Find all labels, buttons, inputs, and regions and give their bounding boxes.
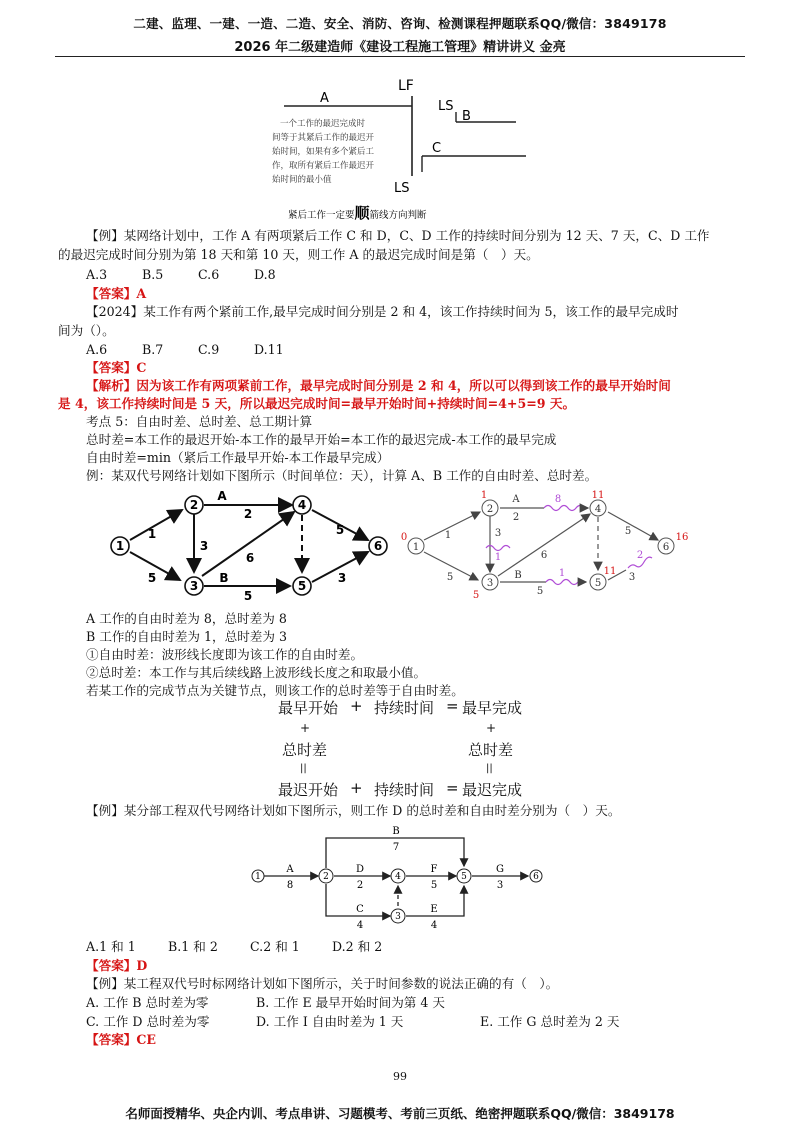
fig1-note-5: 始时间的最小值 [272, 175, 332, 185]
point5-example: 例：某双代号网络计划如下图所示（时间单位：天），计算 A、B 工作的自由时差、总时差。 [86, 468, 598, 483]
formula-ls: 最迟开始 [278, 781, 339, 799]
net1-dur-4-6: 5 [335, 523, 345, 537]
point5-title: 考点 5：自由时差、总时差、总工期计算 [86, 414, 313, 429]
ex3-answer: 【答案】D [86, 958, 148, 973]
net2-time-1: 0 [400, 532, 408, 543]
net2-node-6-label: 6 [662, 542, 670, 553]
net2-time-6: 16 [675, 532, 689, 543]
ex1-opt-c: C.6 [198, 267, 220, 282]
ex4-question: 【例】某工程双代号时标网络计划如下图所示，关于时间参数的说法正确的有（ ）。 [86, 976, 559, 991]
ex2-analysis-1: 【解析】因为该工作有两项紧前工作，最早完成时间分别是 2 和 4，所以可以得到该工作的最早开始时间 [86, 378, 671, 393]
net2-wave-b [546, 580, 578, 585]
net2-node-1-label: 1 [412, 542, 420, 553]
fig1-note-4: 作，取所有紧后工作最迟开 [272, 161, 375, 171]
net2-label-b: B [514, 570, 522, 581]
net1-node-3-label: 3 [189, 579, 199, 593]
net3-act-g: G [496, 864, 504, 875]
ex2-analysis-2: 是 4，该工作持续时间是 5 天，所以最迟完成时间=最早开始时间+持续时间=4+5=9 天。 [58, 396, 576, 411]
fig1-lf: LF [398, 78, 414, 94]
net3-node-3-label: 3 [395, 912, 401, 922]
ex4-opt-a: A. 工作 B 总时差为零 [86, 995, 209, 1010]
net2-dur-5-6: 3 [628, 572, 636, 583]
net3-act-f-dur: 5 [430, 880, 438, 891]
formula-dur-1: 持续时间 [374, 699, 435, 717]
net3-act-d: D [355, 864, 365, 875]
page-number: 99 [393, 1070, 407, 1083]
net2-wave-2-3-label: 1 [494, 552, 502, 563]
net1-node-4-label: 4 [297, 498, 307, 512]
net3-act-d-dur: 2 [356, 880, 364, 891]
header-contact: 二建、监理、一建、一造、二造、安全、消防、咨询、检测课程押题联系QQ/微信：3849178 [133, 16, 667, 31]
net2-time-4: 11 [591, 490, 605, 501]
network-diagram-2 [396, 488, 696, 608]
point5-total-float: 总时差=本工作的最迟开始-本工作的最早开始=本工作的最迟完成-本工作的最早完成 [86, 432, 557, 447]
fig1-a: A [320, 91, 329, 106]
network-diagram-1 [100, 488, 400, 608]
formula-es: 最早开始 [278, 699, 339, 717]
net3-act-c-dur: 4 [356, 920, 364, 931]
fig1-note-1: 一个工作的最迟完成时 [280, 119, 366, 129]
footer-contact: 名师面授精华、央企内训、考点串讲、习题模考、考前三页纸、绝密押题联系QQ/微信：3849178 [125, 1106, 675, 1121]
ex2-opt-d: D.11 [254, 342, 284, 357]
ex2-opt-a: A.6 [86, 342, 108, 357]
net1-dur-3-4: 6 [245, 551, 255, 565]
net2-wave-b-label: 1 [558, 568, 566, 579]
net2-node-5-label: 5 [594, 578, 602, 589]
ex3-question: 【例】某分部工程双代号网络计划如下图所示，则工作 D 的总时差和自由时差分别为（ ）天。 [86, 803, 621, 818]
ex4-opt-c: C. 工作 D 总时差为零 [86, 1014, 210, 1029]
rule-key-node: 若某工作的完成节点为关键节点，则该工作的总时差等于自由时差。 [86, 683, 464, 698]
net2-time-5: 11 [603, 566, 617, 577]
net1-label-b: B [219, 571, 229, 585]
result-b: B 工作的自由时差为 1，总时差为 3 [86, 629, 288, 644]
net3-act-c: C [356, 904, 364, 915]
ex1-options [86, 265, 746, 284]
result-a: A 工作的自由时差为 8，总时差为 8 [86, 611, 287, 626]
ex3-opt-d: D.2 和 2 [332, 939, 383, 954]
ex1-line1: 【例】某网络计划中，工作 A 有两项紧后工作 C 和 D，C、D 工作的持续时间分别为 12 天、7 天，C、D 工作 [86, 228, 710, 243]
point5-free-float: 自由时差=min（紧后工作最早开始-本工作最早完成） [86, 450, 390, 465]
fig1-caption-big: 顺 [354, 204, 370, 220]
fig1-note-3: 始时间，如果有多个紧后工 [272, 147, 375, 157]
net2-node-2-label: 2 [486, 504, 494, 515]
formula-tf-right: 总时差 [468, 741, 514, 759]
ex4-opt-e: E. 工作 G 总时差为 2 天 [480, 1014, 620, 1029]
ex4-answer: 【答案】CE [86, 1032, 156, 1047]
fig1-b: B [462, 109, 471, 124]
net1-node-1-label: 1 [115, 539, 125, 553]
net2-node-3-label: 3 [486, 578, 494, 589]
net1-dur-2-3: 3 [199, 539, 209, 553]
net3-node-5-label: 5 [461, 872, 467, 882]
fig1-caption-pre: 紧后工作一定要 [288, 210, 355, 220]
formula-eqv-left: || [300, 763, 307, 774]
net1-dur-3-5: 5 [243, 589, 253, 603]
net1-node-6-label: 6 [373, 539, 383, 553]
net2-dur-3-4: 6 [540, 550, 548, 561]
net3-node-2-label: 2 [323, 872, 329, 882]
net2-time-3: 5 [472, 590, 480, 601]
ex1-line2: 的最迟完成时间分别为第 18 天和第 10 天，则工作 A 的最迟完成时间是第（ ）天。 [58, 247, 539, 262]
network-diagram-3 [250, 822, 550, 932]
net2-wave-a [544, 506, 584, 511]
net1-node-2-label: 2 [189, 498, 199, 512]
net3-node-4-label: 4 [395, 872, 401, 882]
net2-label-a: A [512, 494, 520, 505]
net1-dur-1-2: 1 [147, 527, 157, 541]
fig1-caption [288, 204, 427, 220]
ex4-opt-b: B. 工作 E 最早开始时间为第 4 天 [256, 995, 446, 1010]
formula-ef: 最早完成 [462, 699, 523, 717]
net2-dur-2-4: 2 [512, 512, 520, 523]
ex2-line1: 【2024】某工作有两个紧前工作,最早完成时间分别是 2 和 4，该工作持续时间为 5，该工作的最早完成时 [86, 304, 679, 319]
formula-plus-2: + [350, 779, 363, 797]
net1-dur-5-6: 3 [337, 571, 347, 585]
rule-total-float: ②总时差：本工作与其后续线路上波形线长度之和取最小值。 [86, 665, 427, 680]
net2-dur-1-3: 5 [446, 572, 454, 583]
fig1-caption-post: 箭线方向判断 [369, 210, 427, 220]
ex2-answer: 【答案】C [86, 360, 147, 375]
formula-dur-2: 持续时间 [374, 781, 435, 799]
net1-label-a: A [217, 489, 227, 503]
header-divider [55, 56, 745, 57]
net3-act-b-dur: 7 [392, 842, 400, 853]
net2-dur-3-5: 5 [536, 586, 544, 597]
net1-node-5-label: 5 [297, 579, 307, 593]
net2-dur-1-2: 1 [444, 530, 452, 541]
net2-time-2: 1 [480, 490, 488, 501]
ex1-opt-a: A.3 [86, 267, 108, 282]
formula-plus-right: + [486, 721, 497, 735]
formula-eq-2: = [446, 779, 459, 797]
net2-dur-2-3: 3 [494, 528, 502, 539]
ex4-opt-d: D. 工作 I 自由时差为 1 天 [256, 1014, 404, 1029]
ex2-opt-b: B.7 [142, 342, 164, 357]
formula-tf-left: 总时差 [282, 741, 328, 759]
net3-node-1-label: 1 [255, 872, 261, 882]
ex2-opt-c: C.9 [198, 342, 220, 357]
header-title: 2026 年二级建造师《建设工程施工管理》精讲讲义 金亮 [234, 40, 566, 55]
net3-act-e: E [430, 904, 438, 915]
net2-dur-4-6: 5 [624, 526, 632, 537]
net3-node-6-label: 6 [533, 872, 539, 882]
net2-node-4-label: 4 [594, 504, 602, 515]
net3-act-g-dur: 3 [496, 880, 504, 891]
net2-wave-a-label: 8 [554, 494, 562, 505]
ex3-options [86, 937, 486, 956]
fig1-ls-top: LS [438, 99, 454, 114]
net3-act-b: B [392, 826, 400, 837]
net1-dur-2-4: 2 [243, 507, 253, 521]
figure-latest-finish [270, 72, 540, 220]
formula-lf: 最迟完成 [462, 781, 523, 799]
fig1-ls-bottom: LS [394, 181, 410, 196]
formula-block [0, 697, 800, 797]
fig1-note-2: 间等于其紧后工作的最迟开 [272, 133, 375, 143]
formula-plus-left: + [300, 721, 311, 735]
ex3-opt-c: C.2 和 1 [250, 939, 300, 954]
net1-arrow-3-4 [199, 512, 294, 576]
ex3-opt-b: B.1 和 2 [168, 939, 218, 954]
net1-dur-1-3: 5 [147, 571, 157, 585]
formula-eq-1: = [446, 697, 459, 715]
ex2-options [86, 340, 746, 359]
ex1-answer: 【答案】A [86, 286, 147, 301]
rule-free-float: ①自由时差：波形线长度即为该工作的自由时差。 [86, 647, 364, 662]
net2-wave-5-6-label: 2 [636, 550, 644, 561]
ex1-opt-d: D.8 [254, 267, 276, 282]
formula-eqv-right: || [486, 763, 493, 774]
ex1-opt-b: B.5 [142, 267, 164, 282]
net3-act-f: F [430, 864, 438, 875]
net3-act-a-dur: 8 [286, 880, 294, 891]
ex2-line2: 间为（）。 [58, 323, 115, 338]
net3-act-a: A [286, 864, 294, 875]
net3-act-e-dur: 4 [430, 920, 438, 931]
fig1-c: C [432, 141, 442, 156]
ex3-opt-a: A.1 和 1 [86, 939, 136, 954]
formula-plus-1: + [350, 697, 363, 715]
